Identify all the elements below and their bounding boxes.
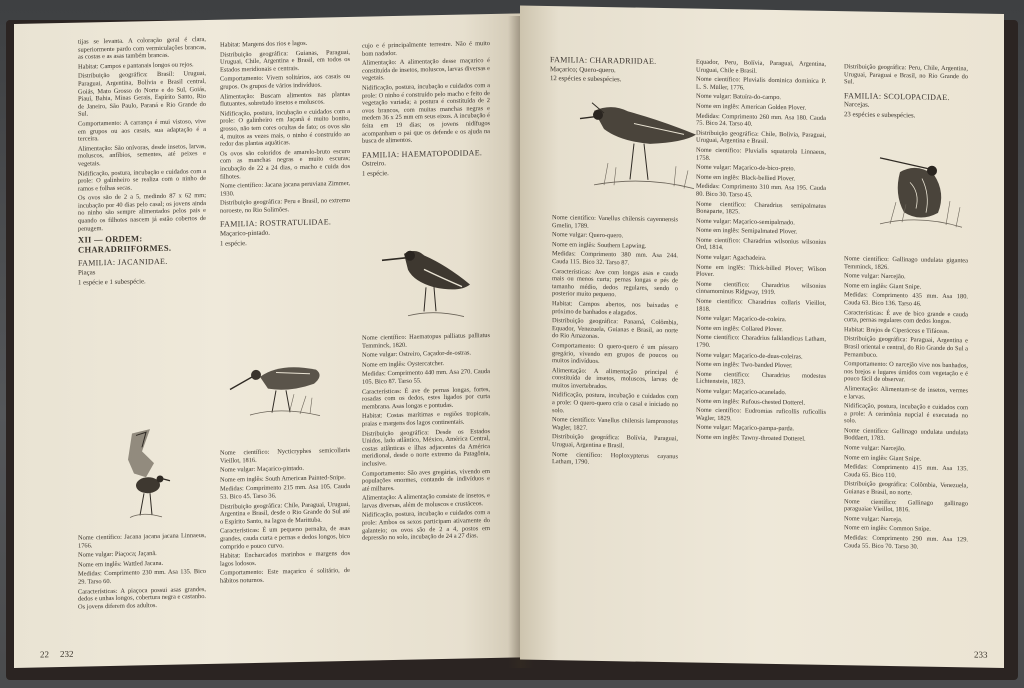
paragraph: Nome vulgar: Quero-quero.	[552, 231, 624, 240]
paragraph: Comportamento: A carrança é mui vistoso, vive em grupos ou aos casais, sua adaptação é a terceira.	[78, 117, 206, 143]
paragraph: Características: A piaçoca possui asas grandes, dedos e unhas longos, cobertura negra e castanho. Os jovens diferem dos adultos.	[78, 585, 206, 611]
paragraph: Medidas: Comprimento 215 mm. Asa 105. Cauda 53. Bico 45. Tarso 36.	[220, 483, 350, 501]
paragraph: Comportamento: O quero-quero é um pássaro gregário, vivendo em grupos de poucos ou muitos indivíduos.	[552, 342, 678, 366]
paragraph: Distribuição geográfica: Brasil: Uruguai, Paraguai, Argentina, Bolívia e Brasil central, Goiás, Mato Grosso do Norte e do Sul, Goiás, Piauí, Bahia, Minas Gerais, Espírito Santo, Rio de Janeiro, São Paulo, Paraná e Rio Grande do Sul.	[78, 70, 206, 119]
paragraph: Nome científico: Gallinago gallinago paraguaiae Vieillot, 1816.	[844, 497, 968, 514]
paragraph: Distribuição geográfica: Panamá, Colômbia, Equador, Venezuela, Guianas e Brasil, ao norte do Rio Amazonas.	[552, 317, 678, 341]
right-col-2	[696, 59, 826, 446]
paragraph: Nome em inglês: Giant Snipe.	[844, 281, 922, 291]
paragraph: Nome vulgar: Maçarico-pampa-parda.	[696, 423, 795, 433]
left-col-1-bottom	[78, 532, 206, 613]
paragraph: Nome vulgar: Maçarico-de-duas-coleiras.	[696, 351, 803, 361]
family-species-count: 1 espécie.	[220, 239, 247, 248]
paragraph: Nome em inglês: Black-bellied Plover.	[696, 173, 796, 183]
paragraph: Habitat: Costas marítimas e regiões tropicais, praias e margens dos lagos continentais.	[362, 410, 490, 428]
paragraph: Distribuição geográfica: Desde os Estados Unidos, lado atlântico, México, América Central, costas atlânticas e ilhas adjacentes da América meridional, desde o norte extremo da Patagônia, inclusive.	[362, 427, 490, 468]
paragraph: Medidas: Comprimento 440 mm. Asa 270. Cauda 105. Bico 87. Tarso 55.	[362, 368, 490, 386]
paragraph: Nome em inglês: Southern Lapwing.	[552, 240, 647, 250]
right-col-3	[844, 63, 968, 123]
family-heading: FAMILIA: SCOLOPACIDAE.	[844, 90, 950, 102]
left-col-3-bottom	[362, 332, 490, 545]
paragraph: Comportamento: O narcejão vive nos banhados, nos brejos e lugares úmidos com vegetação e é pouco fácil de observar.	[844, 360, 968, 384]
paragraph: Habitat: Encharcados marinhos e margens dos lagos lodosos.	[220, 550, 350, 568]
paragraph: Características: Ave com longas asas e cauda mais ou menos curta; pernas longas e pés de tamanho médio, dedos regulares, sendo o posterior muito pequeno.	[552, 267, 678, 299]
paragraph: Distribuição geográfica: Chile, Bolívia, Paraguai, Uruguai, Argentina e Brasil.	[696, 129, 826, 146]
paragraph: Distribuição geográfica: Peru, Chile, Argentina, Uruguai, Paraguai e Brasil, no Rio Grande do Sul.	[844, 63, 968, 86]
paragraph: Nome vulgar: Batuíra-do-campo.	[696, 92, 782, 102]
paragraph: Nome científico: Jacana jacana jacana Linnaeus, 1766.	[78, 531, 206, 550]
page-number: 232	[60, 648, 74, 660]
left-col-3	[362, 40, 490, 180]
paragraph: Nome científico: Charadrius falklandicus Latham, 1790.	[696, 334, 826, 349]
paragraph: Nidificação, postura, incubação e cuidados com a prole: O ninho é construído pelo macho e feito de vegetação variada; a postura é constituída de 2 ovos brancos, com muitas manchas negras e medem 36 x 25 mm em seus eixos. A incubação é feita em 19 dias; os jovens nidífugos acompanham o pai que os defende e os ajuda na busca de alimentos.	[362, 81, 490, 145]
paragraph: Nome em inglês: Rufous-chested Dotterel.	[696, 397, 806, 407]
paragraph: Nome científico: Pluvialis dominica dominica P. L. S. Müller, 1776.	[696, 75, 826, 92]
paragraph: Distribuição geográfica: Paraguai, Argentina e Brasil oriental e central, do Rio Grande do Sul a Pernambuco.	[844, 335, 968, 359]
paragraph: Alimentação: Alimentam-se de insetos, vermes e larvas.	[844, 385, 968, 401]
paragraph: Medidas: Comprimento 290 mm. Asa 129. Cauda 55. Bico 70. Tarso 30.	[844, 534, 968, 551]
paragraph: Distribuição geográfica: Guianas, Paraguai, Uruguai, Chile, Argentina e Brasil, em todos os Estados meridionais e centrais.	[220, 48, 350, 74]
right-page	[520, 6, 1004, 668]
paragraph: Nidificação, postura, incubação e cuidados com a prole: O galinheiro em Jaçanã é muito bonito, grosso, não tem cores ocultas de fato; os ovos são 4, muitos as vezes mais, o ninho é construído ao redor das plantas aquáticas.	[220, 107, 350, 148]
family-heading: FAMILIA: HAEMATOPODIDAE.	[362, 147, 483, 160]
right-col-1-header	[550, 50, 668, 87]
paragraph: Medidas: Comprimento 435 mm. Asa 180. Cauda 63. Bico 136. Tarso 46.	[844, 291, 968, 308]
paragraph: Nidificação, postura, incubação e cuidados com a prole: O quero-quero cria o casal e iniciado no solo.	[552, 391, 678, 414]
paragraph: Alimentação: A alimentação consiste de insetos, e larvas diversas, além de moluscos e crustáceos.	[362, 492, 490, 510]
paragraph: Nome científico: Eudromias ruficollis ruficollis Wagler, 1829.	[696, 406, 826, 422]
family-common-name: Maçarico-pintado.	[220, 229, 271, 238]
paragraph: Nome vulgar: Narcejão.	[844, 444, 906, 453]
paragraph: Alimentação: A alimentação principal é constituída de insetos, moluscos, larvas de muitos invertebrados.	[552, 366, 678, 390]
family-heading: FAMILIA: ROSTRATULIDAE.	[220, 217, 332, 230]
paragraph: Nome vulgar: Maçarico-semipalmado.	[696, 217, 795, 227]
paragraph: Nome vulgar: Piaçoca; Jaçanã.	[78, 550, 157, 559]
paragraph: Os ovos são de 2 a 5, medindo 87 x 62 mm; incubação por 40 dias pelo casal; os jovens ainda no ninho são sempre alimentados pelos pais e quando os filhotes nascem já estão cobertos de penugem.	[78, 192, 206, 233]
right-col-1	[552, 214, 678, 470]
family-heading: FAMILIA: JACANIDAE.	[78, 257, 168, 269]
paragraph: Medidas: Comprimento 415 mm. Asa 135. Cauda 65. Bico 110.	[844, 463, 968, 479]
snipe-illustration	[850, 141, 970, 243]
paragraph: Distribuição geográfica: Peru e Brasil, no extremo noroeste, no Rio Solimões.	[220, 197, 350, 215]
family-common-name: Piaças	[78, 269, 96, 277]
paragraph: Medidas: Comprimento 310 mm. Asa 195. Cauda 80. Bico 30. Tarso 45.	[696, 182, 826, 199]
paragraph: Nome vulgar: Ostreiro, Caçador-de-ostras.	[362, 349, 472, 359]
paragraph: Comportamento: Este maçarico é solitário, de hábitos noturnos.	[220, 567, 350, 585]
paragraph: Nome vulgar: Narceja.	[844, 515, 903, 524]
paragraph: Habitat: Campos e pantanais longos ou rejos.	[78, 61, 194, 71]
paragraph: Nome em inglês: Wattled Jacana.	[78, 559, 164, 569]
paragraph: Medidas: Comprimento 380 mm. Asa 244. Cauda 115. Bico 32. Tarso 87.	[552, 250, 678, 267]
paragraph: Nome vulgar: Maçarico-de-bico-preto.	[696, 163, 796, 173]
paragraph: Nome vulgar: Maçarico-pintado.	[220, 465, 304, 474]
paragraph: Nome vulgar: Maçarico-acanelado.	[696, 387, 787, 397]
paragraph: Nome científico: Pluvialis squatarola Linnaeus, 1758.	[696, 146, 826, 162]
paragraph: Nome vulgar: Agachadeira.	[696, 253, 767, 262]
jacana-illustration	[102, 422, 182, 534]
paragraph: Nome em inglês: Giant Snipe.	[844, 453, 922, 463]
paragraph: Características: É ave de pernas longas, fortes, rosadas com os dedos, estes ligados por curta membrana. Asas longas e pontudas.	[362, 385, 490, 411]
paragraph: Distribuição geográfica: Chile, Paraguai, Uruguai, Argentina e Brasil, desde o Rio Grande do Sul até o Espírito Santo, na lagoa de Marittuba.	[220, 500, 350, 526]
paragraph: Nome científico: Nycticryphes semicollaris Vieillot, 1816.	[220, 446, 350, 465]
paragraph: Habitat: Campos abertos, nos baixadas e próximo de banhados e alagados.	[552, 300, 678, 317]
family-species-count: 12 espécies e subespécies.	[550, 75, 622, 84]
page-number: 233	[974, 649, 988, 660]
paragraph: Alimentação: A alimentação desse maçarico é constituída de insetos, moluscos, larvas diversas e vegetais.	[362, 57, 490, 83]
paragraph: Comportamento: São aves gregárias, vivendo em populações enormes, contando de indivíduos e até milhares.	[362, 467, 490, 493]
paragraph: cujo e é principalmente terrestre. Não é muito bom nadador.	[362, 40, 490, 58]
paragraph: Nome científico: Haematopus palliatus palliatus Temminck, 1820.	[362, 332, 490, 350]
paragraph: Nome científico: Charadrius semipalmatus Bonaparte, 1825.	[696, 200, 826, 216]
left-page	[14, 13, 524, 668]
paragraph: Nome científico: Gallinago undulata undulata Boddaert, 1783.	[844, 427, 968, 443]
paragraph: Habitat: Margens dos rios e lagos.	[220, 39, 308, 49]
paragraph: Os ovos são coloridos de amarelo-bruto escuro com as manchas negras e muito escuras; incubação de 22 a 24 dias, o macho e cuida dos filhotes.	[220, 147, 350, 181]
oystercatcher-illustration	[364, 228, 484, 331]
paragraph: Características: É um pequeno pernalta, de asas grandes, cauda curta e pernas e dedos longos, bico comprido e pouco curvo.	[220, 525, 350, 551]
paragraph: tijas se levanta. A coloração geral é clara, superiormente pardo com vermiculações brancas, as costas e as asas também brancas.	[78, 35, 206, 61]
family-species-count: 1 espécie.	[362, 170, 389, 178]
paragraph: Nidificação, postura, incubação e cuidados com a prole: O galinheiro se realiza com o ninho de ramos e folhas secas.	[78, 167, 206, 193]
paragraph: Distribuição geográfica: Colômbia, Venezuela, Guianas e Brasil, no norte.	[844, 480, 968, 497]
paragraph: Nome científico: Hoploxypterus cayanus Latham, 1790.	[552, 450, 678, 466]
paragraph: Nidificação, postura, incubação e cuidados com a prole: A cerimônia nupcial é executada no solo.	[844, 402, 968, 425]
paragraph: Nome vulgar: Narcejão.	[844, 272, 906, 281]
paragraph: Alimentação: Buscam alimentos nas plantas flutuantes, sobretudo insetos e moluscos.	[220, 90, 350, 108]
paragraph: Nome científico: Vanellus chilensis lampronotus Wagler, 1827.	[552, 416, 678, 432]
family-species-count: 23 espécies e subespécies.	[844, 111, 916, 120]
paragraph: Nome científico: Charadrius modestus Lichtenstein, 1823.	[696, 370, 826, 386]
paragraph: Comportamento: Vivem solitários, aos casais ou grupos. Os grupos de vários indivíduos.	[220, 73, 350, 91]
left-col-2-bottom	[220, 447, 350, 587]
page-number: 22	[40, 649, 49, 660]
paragraph: Nome em inglês: Collared Plover.	[696, 324, 783, 333]
family-common-name: Maçarico; Quero-quero.	[550, 65, 616, 74]
paragraph: Nome científico: Jacana jacana peruviana Zimmer, 1930.	[220, 180, 350, 198]
paragraph: Alimentação: São onívoras, desde insetos, larvas, moluscos, anfíbios, sementes, até peixes e vegetais.	[78, 142, 206, 168]
painted-snipe-illustration	[220, 335, 340, 438]
paragraph: Nome em inglês: Two-banded Plover.	[696, 360, 793, 370]
paragraph: Nome em inglês: South American Painted-Snipe.	[220, 473, 346, 484]
order-name: CHARADRIIFORMES.	[78, 242, 172, 255]
paragraph: Nome científico: Vanellus chilensis cayennensis Gmelin, 1789.	[552, 214, 678, 230]
paragraph: Nome em inglês: Common Snipe.	[844, 524, 931, 534]
left-col-2	[220, 39, 350, 250]
paragraph: Nome científico: Charadrius wilsonius wilsonius Ord, 1814.	[696, 236, 826, 252]
right-col-3-bottom	[844, 255, 968, 553]
lapwing-illustration	[564, 92, 714, 205]
order-title: XII — ORDEM:	[78, 233, 143, 245]
paragraph: Nome vulgar: Maçarico-de-coleira.	[696, 314, 787, 324]
paragraph: Medidas: Comprimento 260 mm. Asa 180. Cauda 75. Bico 24. Tarso 40.	[696, 112, 826, 128]
paragraph: Nome em inglês: Thick-billed Plover; Wilson Plover.	[696, 263, 826, 279]
paragraph: Nome em inglês: Semipalmated Plover.	[696, 226, 798, 236]
paragraph: Nome científico: Gallinago undulata gigantea Temminck, 1826.	[844, 255, 968, 271]
paragraph: Nome em inglês: Oystercatcher.	[362, 359, 444, 369]
family-common-name: Ostreiro.	[362, 160, 386, 169]
paragraph: Nome em inglês: Tawny-throated Dotterel.	[696, 433, 806, 443]
left-col-1	[78, 36, 206, 289]
paragraph: Nome em inglês: American Golden Plover.	[696, 102, 807, 112]
family-heading: FAMILIA: CHARADRIIDAE.	[550, 55, 657, 66]
paragraph: Medidas: Comprimento 230 mm. Asa 135. Bico 29. Tarso 60.	[78, 568, 206, 586]
paragraph: Distribuição geográfica: Bolívia, Paraguai, Uruguai, Argentina e Brasil.	[552, 433, 678, 450]
paragraph: Habitat: Brejos de Ciperáceas e Tifáceas.	[844, 325, 950, 335]
paragraph: Equador, Peru, Bolívia, Paraguai, Argentina, Uruguai, Chile e Brasil.	[696, 58, 826, 75]
paragraph: Nidificação, postura, incubação e cuidados com a prole: Ambos os sexos participam ativamente do galanteio; os ovos são de 2 a 4, postos em depressão no solo, incubação de 24 a 27 dias.	[362, 509, 490, 542]
family-species-count: 1 espécie e 1 subespécie.	[78, 277, 146, 287]
family-common-name: Narcejas.	[844, 101, 870, 110]
paragraph: Nome científico: Charadrius wilsonius cinnamominus Ridgway, 1919.	[696, 280, 826, 297]
paragraph: Nome científico: Charadrius collaris Vieillot, 1818.	[696, 297, 826, 313]
paragraph: Características: É ave de bico grande e cauda curta, pernas regulares com dedos longos.	[844, 308, 968, 326]
